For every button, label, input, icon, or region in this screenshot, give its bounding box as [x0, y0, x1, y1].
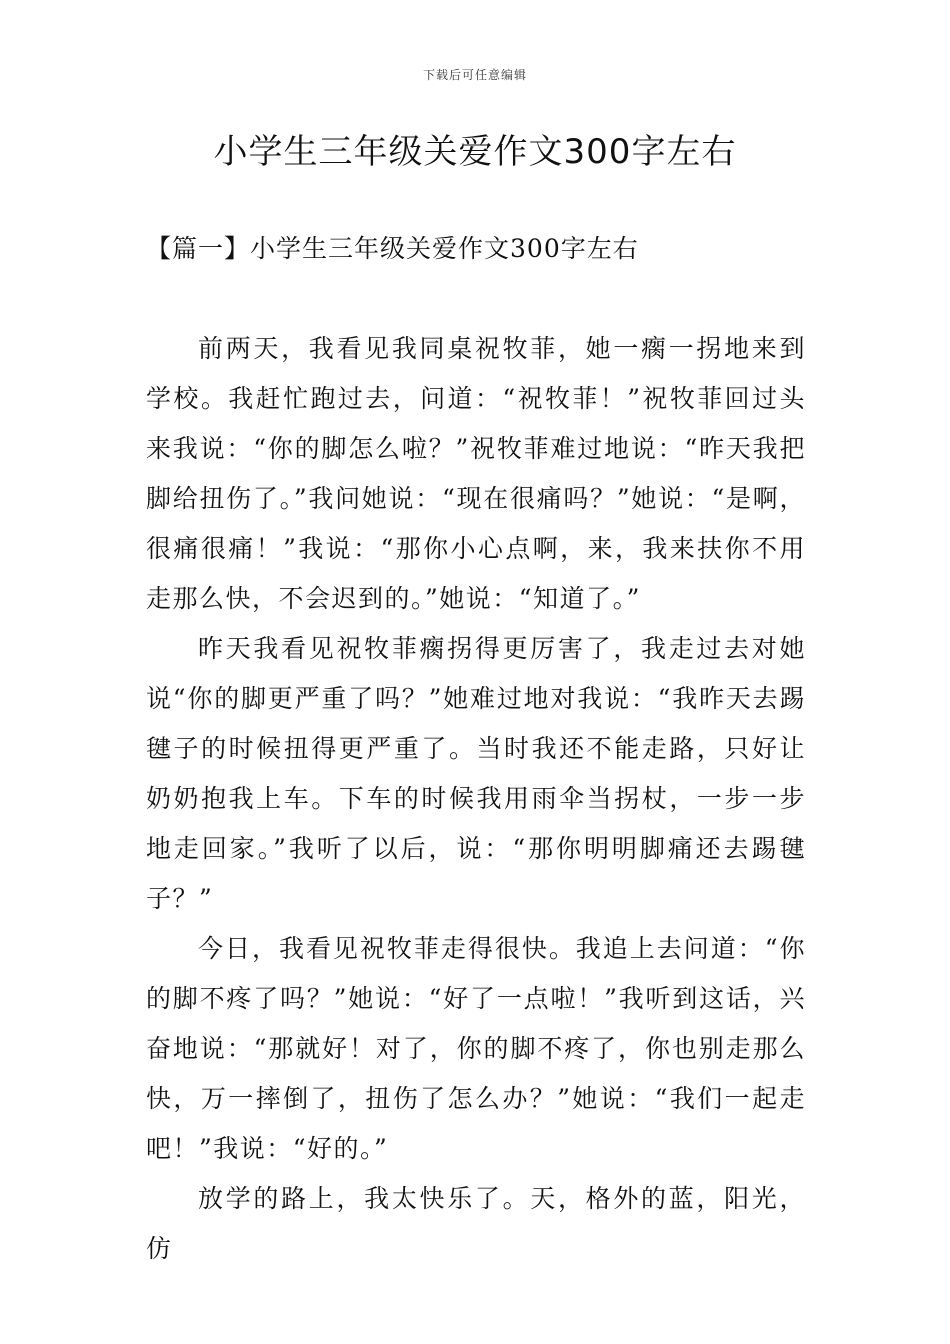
paragraph: 今日，我看见祝牧菲走得很快。我追上去问道：“你的脚不疼了吗？”她说：“好了一点啦！”我听到这话，兴奋地说：“那就好！对了，你的脚不疼了，你也别走那么快，万一摔倒了，扭伤了怎么办？”她说：“我们一起走吧！”我说：“好的。” [146, 934, 806, 1163]
paragraph: 前两天，我看见我同桌祝牧菲，她一瘸一拐地来到学校。我赶忙跑过去，问道：“祝牧菲！”祝牧菲回过头来我说：“你的脚怎么啦？”祝牧菲难过地说：“昨天我把脚给扭伤了。”我问她说：“现在很痛吗？”她说：“是啊，很痛很痛！”我说：“那你小心点啊，来，我来扶你不用走那么快，不会迟到的。”她说：“知道了。” [146, 334, 806, 613]
paragraph: 昨天我看见祝牧菲瘸拐得更厉害了，我走过去对她说“你的脚更严重了吗？”她难过地对我说：“我昨天去踢毽子的时候扭得更严重了。当时我还不能走路，只好让奶奶抱我上车。下车的时候我用雨伞当拐杖，一步一步地走回家。”我听了以后，说：“那你明明脚痛还去踢毽子？” [146, 634, 806, 913]
document-title: 小学生三年级关爱作文300字左右 [213, 132, 737, 172]
section-heading: 【篇一】小学生三年级关爱作文300字左右 [146, 234, 639, 263]
document-body [146, 324, 806, 1274]
paragraph: 放学的路上，我太快乐了。天，格外的蓝，阳光，仿 [146, 1184, 806, 1263]
header-note: 下载后可任意编辑 [422, 68, 527, 82]
